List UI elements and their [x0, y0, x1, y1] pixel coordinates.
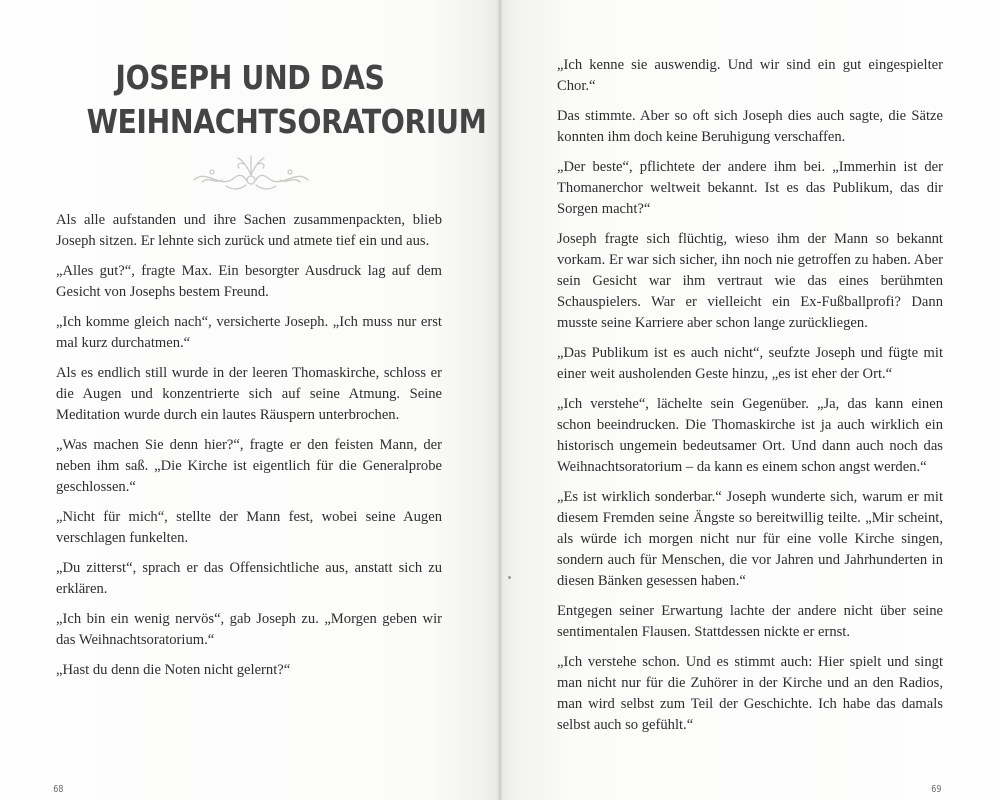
paragraph: Entgegen seiner Erwartung lachte der andere nicht über seine sentimentalen Flausen. Stattdessen nickte er ernst.	[557, 603, 943, 640]
paragraph: „Du zitterst“, sprach er das Offensichtliche aus, anstatt sich zu erklären.	[56, 560, 442, 597]
chapter-title	[86, 56, 487, 144]
paragraph: Als alle aufstanden und ihre Sachen zusammenpackten, blieb Joseph sitzen. Er lehnte sich zurück und atmete tief ein und aus.	[56, 212, 442, 249]
paragraph: „Ich verstehe schon. Und es stimmt auch: Hier spielt und singt man nicht nur für die Zuhörer in der Kirche und an den Radios, man wird selbst zum Teil der Geschichte. Ich habe das damals selbst auch so gefühlt.“	[557, 654, 943, 733]
paper-speck	[508, 576, 511, 579]
paragraph: Als es endlich still wurde in der leeren Thomaskirche, schloss er die Augen und konzentrierte sich auf seine Atmung. Seine Meditation wurde durch ein lautes Räuspern unterbrochen.	[56, 365, 442, 423]
paragraph: „Ich komme gleich nach“, versicherte Joseph. „Ich muss nur erst mal kurz durchatmen.“	[56, 314, 442, 351]
chapter-title-line-2: WEIHNACHTSORATORIUM	[86, 102, 487, 141]
paragraph: „Nicht für mich“, stellte der Mann fest, wobei seine Augen verschlagen funkelten.	[56, 509, 442, 546]
paragraph: „Der beste“, pflichtete der andere ihm bei. „Immerhin ist der Thomanerchor weltweit bekannt. Ist es das Publikum, das dir Sorgen macht?“	[557, 159, 943, 217]
chapter-title-line-1: JOSEPH UND DAS	[115, 58, 385, 97]
paragraph: „Das Publikum ist es auch nicht“, seufzte Joseph und fügte mit einer weit ausholenden Geste hinzu, „es ist eher der Ort.“	[557, 345, 943, 382]
right-page-text	[557, 55, 943, 745]
paragraph: Das stimmte. Aber so oft sich Joseph dies auch sagte, die Sätze konnten ihm doch keine Beruhigung verschaffen.	[557, 108, 943, 145]
paragraph: „Was machen Sie denn hier?“, fragte er den feisten Mann, der neben ihm saß. „Die Kirche ist eigentlich für die Generalprobe geschlossen.“	[56, 437, 442, 495]
left-page-text	[56, 210, 442, 690]
page-number-left: 68	[53, 784, 64, 795]
paragraph: „Ich kenne sie auswendig. Und wir sind ein gut eingespielter Chor.“	[557, 57, 943, 94]
book-gutter	[498, 0, 502, 800]
paragraph: „Alles gut?“, fragte Max. Ein besorgter Ausdruck lag auf dem Gesicht von Josephs bestem Freund.	[56, 263, 442, 300]
paragraph: „Hast du denn die Noten nicht gelernt?“	[56, 662, 291, 678]
decorative-flourish-icon	[186, 150, 316, 194]
paragraph: „Ich verstehe“, lächelte sein Gegenüber. „Ja, das kann einen schon beeindrucken. Die Thomaskirche ist ja auch wirklich ein historisch ungemein bedeutsamer Ort. Und dann auch noch das Weihnachtsoratorium – da kann es einem schon angst werden.“	[557, 396, 943, 475]
page-number-right: 69	[931, 784, 942, 795]
paragraph: „Ich bin ein wenig nervös“, gab Joseph zu. „Morgen geben wir das Weihnachtsoratorium.“	[56, 611, 442, 648]
paragraph: Joseph fragte sich flüchtig, wieso ihm der Mann so bekannt vorkam. Er war sich sicher, ihn noch nie getroffen zu haben. Aber sein Gesicht war ihm vertraut wie das eines berühmten Schauspielers. War er vielleicht ein Ex-Fußballprofi? Dann musste seine Karriere aber schon lange zurückliegen.	[557, 231, 943, 331]
paragraph: „Es ist wirklich sonderbar.“ Joseph wunderte sich, warum er mit diesem Fremden seine Ängste so bereitwillig teilte. „Mir scheint, als würde ich morgen nicht nur für eine volle Kirche singen, sondern auch für Menschen, die vor Jahren und Jahrhunderten in diesen Bänken gesessen haben.“	[557, 489, 943, 589]
